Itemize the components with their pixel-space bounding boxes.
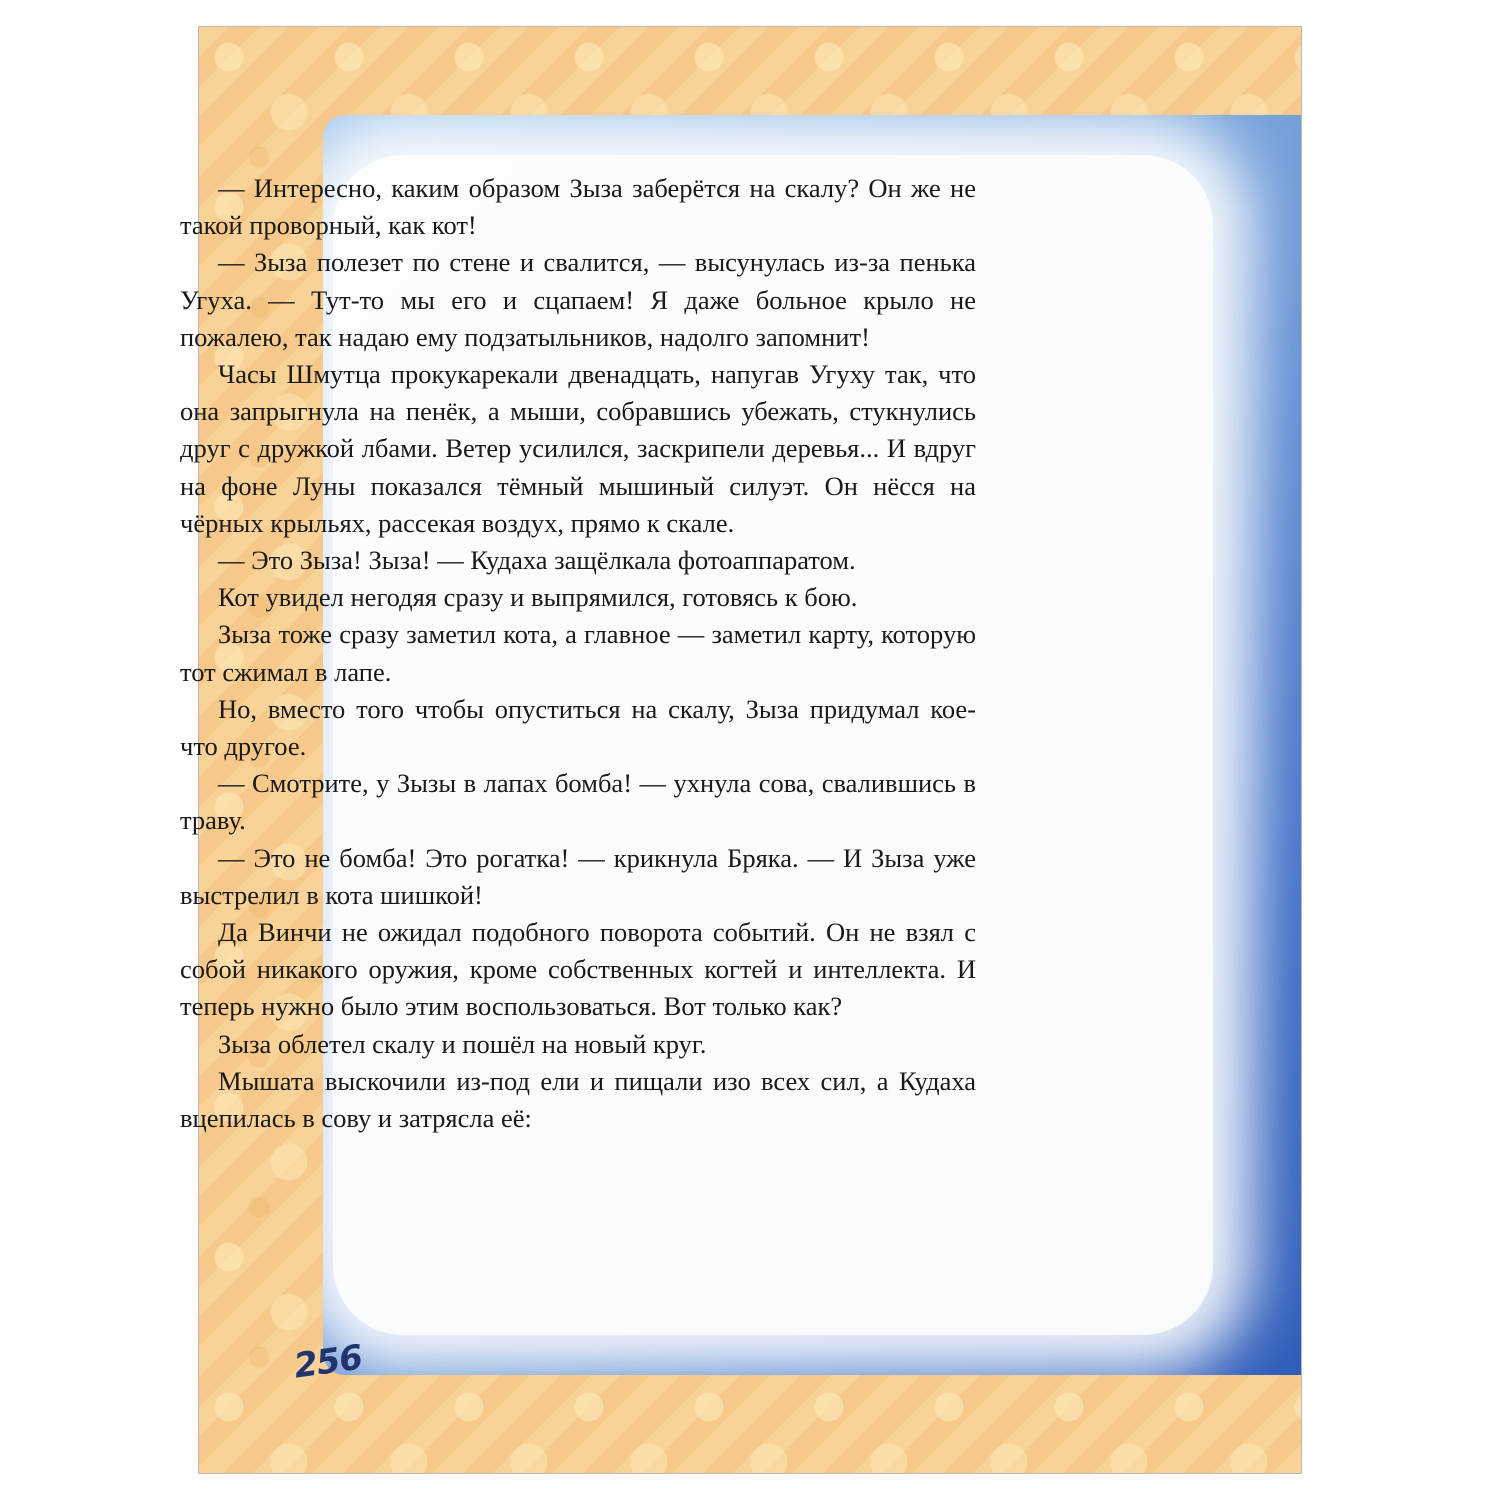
paragraph-4: — Это Зыза! Зыза! — Кудаха защёлкала фотоаппаратом.: [218, 545, 856, 576]
paragraph-7: Но, вместо того чтобы опуститься на скалу, Зыза придумал кое-что другое.: [180, 693, 976, 762]
paragraph-10: Да Винчи не ожидал подобного поворота событий. Он не взял с собой никакого оружия, кроме собственных когтей и интеллекта. И теперь нужно было этим воспользоваться. Вот только как?: [180, 917, 976, 1022]
paragraph-6: Зыза тоже сразу заметил кота, а главное — заметил карту, которую тот сжимал в лапе.: [180, 619, 976, 687]
paragraph-2: — Зыза полезет по стене и свалится, — высунулась из-за пенька Угуха. — Тут-то мы его и сцапаем! Я даже больное крыло не пожалею, так надаю ему подзатыльников, надолго запомнит!: [180, 247, 976, 352]
paragraph-9: — Это не бомба! Это рогатка! — крикнула Бряка. — И Зыза уже выстрелил в кота шишкой!: [180, 842, 976, 910]
paragraph-12: Мышата выскочили из-под ели и пищали изо всех сил, а Кудаха вцепилась в сову и затрясла её:: [180, 1065, 976, 1134]
story-text: [180, 170, 976, 1137]
paragraph-11: Зыза облетел скалу и пошёл на новый круг.: [218, 1028, 707, 1059]
paragraph-5: Кот увидел негодяя сразу и выпрямился, готовясь к бою.: [218, 582, 858, 613]
paragraph-1: — Интересно, каким образом Зыза заберётся на скалу? Он же не такой проворный, как кот!: [180, 173, 976, 241]
paragraph-8: — Смотрите, у Зызы в лапах бомба! — ухнула сова, свалившись в траву.: [180, 768, 976, 836]
paragraph-3: Часы Шмутца прокукарекали двенадцать, напугав Угуху так, что она запрыгнула на пенёк, а мыши, собравшись убежать, стукнулись друг с дружкой лбами. Ветер усилился, заскрипели деревья... И вдруг на фоне Луны показался тёмный мышиный силуэт. Он нёсся на чёрных крыльях, рассекая воздух, прямо к скале.: [180, 359, 976, 538]
page-number: 256: [291, 1337, 365, 1387]
